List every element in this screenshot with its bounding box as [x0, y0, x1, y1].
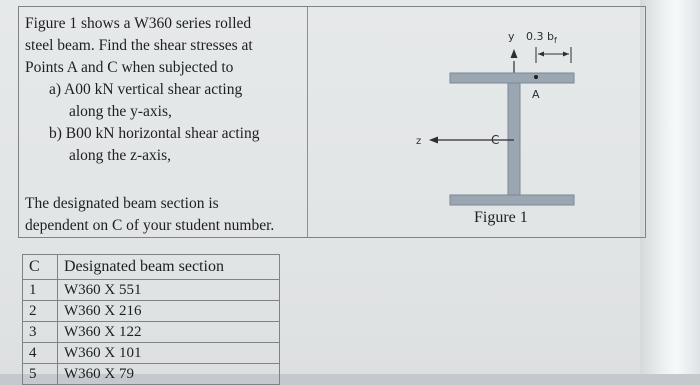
- point-a-label: A: [532, 88, 540, 101]
- beam-diagram: [309, 9, 645, 237]
- table-cell-c: 1: [23, 280, 58, 301]
- question-text: [25, 13, 305, 237]
- box-divider: [307, 7, 308, 237]
- y-axis-label: y: [508, 30, 515, 43]
- table-row: [23, 280, 280, 301]
- background-glare: [640, 0, 700, 374]
- table-cell-c: 3: [23, 322, 58, 343]
- table-cell-section: W360 X 79: [58, 364, 280, 385]
- question-line: Figure 1 shows a W360 series rolled: [25, 15, 252, 32]
- table-cell-c: 5: [23, 364, 58, 385]
- table-cell-section: W360 X 551: [58, 280, 280, 301]
- part-b-line: b) B00 kN horizontal shear acting: [49, 125, 260, 142]
- table-header-c: C: [23, 255, 58, 280]
- dimension-arrow-right: [563, 52, 569, 57]
- part-b-line: along the z-axis,: [69, 147, 172, 164]
- question-box: [18, 6, 646, 238]
- top-flange: [450, 73, 574, 83]
- table-cell-c: 2: [23, 301, 58, 322]
- table-cell-section: W360 X 122: [58, 322, 280, 343]
- bottom-flange: [450, 195, 574, 205]
- table-row: [23, 343, 280, 364]
- table-cell-section: W360 X 101: [58, 343, 280, 364]
- note-line: The designated beam section is: [25, 195, 219, 212]
- table-cell-section: W360 X 216: [58, 301, 280, 322]
- table-row: [23, 364, 280, 385]
- figure-caption: Figure 1: [474, 209, 528, 226]
- dimension-arrow-left: [538, 52, 544, 57]
- part-a-line: a) A00 kN vertical shear acting: [49, 81, 243, 98]
- question-line: steel beam. Find the shear stresses at: [25, 37, 253, 54]
- beam-section-table: [22, 254, 280, 385]
- question-line: Points A and C when subjected to: [25, 59, 234, 76]
- y-axis-arrow: [511, 49, 518, 58]
- figure-1: [309, 9, 645, 237]
- web: [508, 83, 520, 195]
- point-a-marker: [534, 75, 538, 79]
- note-line: dependent on C of your student number.: [25, 217, 275, 234]
- z-axis-label: z: [416, 136, 422, 147]
- table-header-section: Designated beam section: [58, 255, 280, 280]
- table-row: [23, 322, 280, 343]
- part-a-line: along the y-axis,: [69, 103, 172, 120]
- z-axis-arrow: [429, 137, 438, 144]
- dimension-label: 0.3 $b_f$: [526, 30, 557, 45]
- point-c-label: C: [491, 133, 500, 147]
- table-header-row: [23, 255, 280, 280]
- table-row: [23, 301, 280, 322]
- table-cell-c: 4: [23, 343, 58, 364]
